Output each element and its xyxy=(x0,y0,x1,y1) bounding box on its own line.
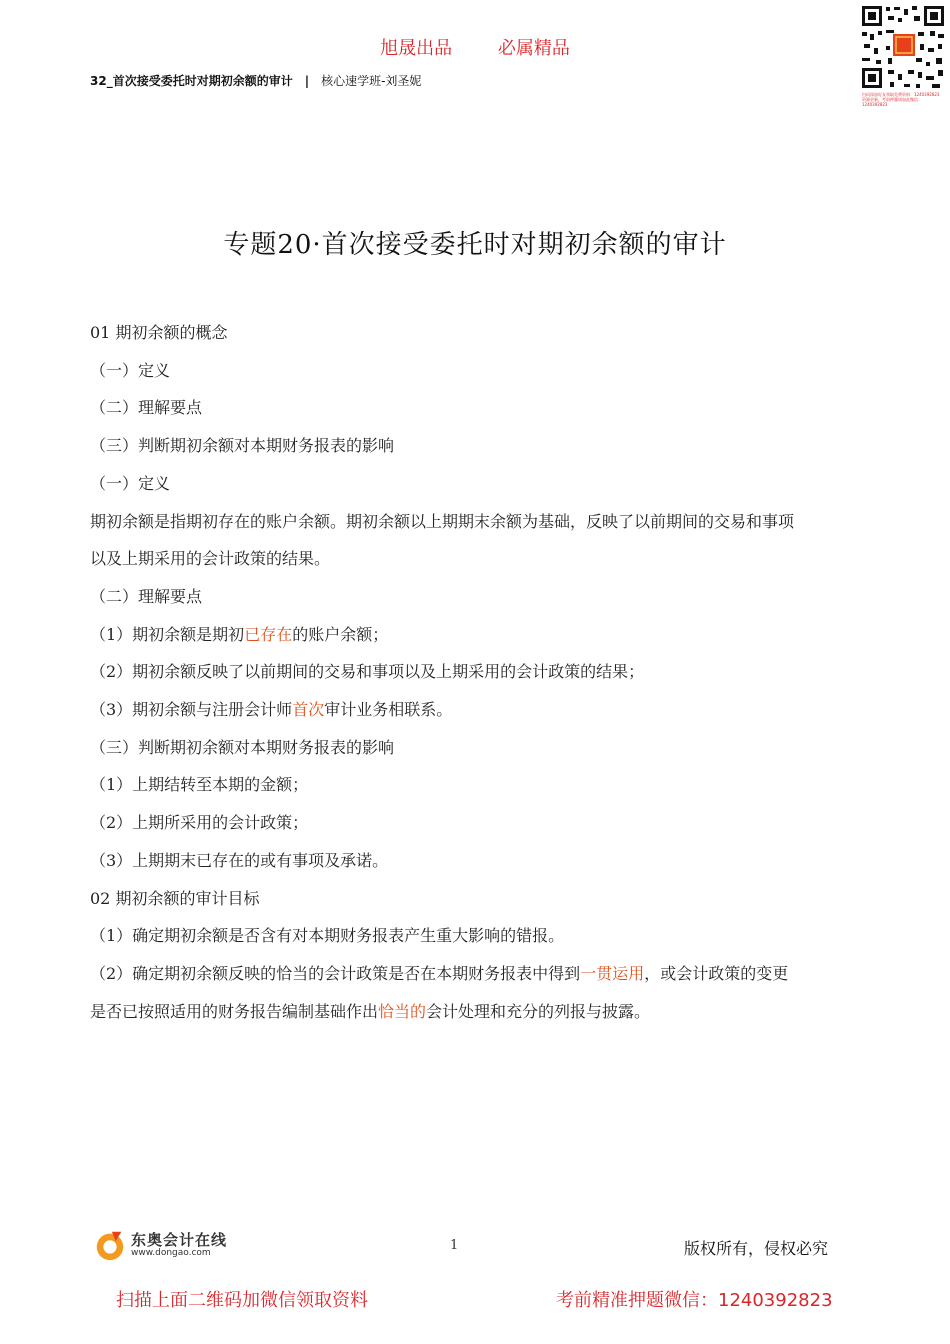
section-heading: 01 期初余额的概念 xyxy=(90,323,228,342)
logo-url: www.dongao.com xyxy=(131,1248,211,1258)
page-title: 专题20·首次接受委托时对期初余额的审计 xyxy=(223,230,727,260)
logo-text: 东奥会计在线 xyxy=(131,1231,228,1249)
list-item: （1）期初余额是期初已存在的账户余额； xyxy=(90,624,389,644)
section-heading: 02 期初余额的审计目标 xyxy=(90,888,260,908)
highlight-text: 已存在 xyxy=(244,624,293,644)
list-item: （2）期初余额反映了以前期间的交易和事项以及上期采用的会计政策的结果； xyxy=(90,662,645,682)
copyright-notice: 版权所有，侵权必究 xyxy=(684,1239,829,1258)
outline-item: （一）定义 xyxy=(90,360,171,380)
list-item: （1）确定期初余额是否含有对本期财务报表产生重大影响的错报。 xyxy=(90,926,565,946)
highlight-text: 恰当的 xyxy=(378,1001,427,1021)
list-item: （2）上期所采用的会计政策； xyxy=(90,813,309,833)
subsection-heading: （三）判断期初余额对本期财务报表的影响 xyxy=(90,737,395,757)
paragraph-line: 期初余额是指期初存在的账户余额。期初余额以上期期末余额为基础，反映了以前期间的交易和事项 xyxy=(90,511,795,531)
header-separator: | xyxy=(304,74,310,88)
list-item: （2）确定期初余额反映的恰当的会计政策是否在本期财务报表中得到一贯运用，或会计政策的变更 xyxy=(90,963,789,983)
header-course: 核心速学班-刘圣妮 xyxy=(321,74,422,88)
banner-left: 旭晟出品 xyxy=(380,38,453,59)
footer-left-promo: 扫描上面二维码加微信领取资料 xyxy=(116,1290,368,1311)
header-doc-title: 32_首次接受委托时对期初余额的审计 xyxy=(90,74,293,88)
footer-right-promo: 考前精准押题微信：1240392823 xyxy=(556,1290,833,1311)
list-item: （3）上期期末已存在的或有事项及承诺。 xyxy=(90,850,389,870)
subsection-heading: （一）定义 xyxy=(90,473,171,493)
list-item: （1）上期结转至本期的金额； xyxy=(90,775,309,795)
paragraph-line: 以及上期采用的会计政策的结果。 xyxy=(90,549,331,569)
list-item: 是否已按照适用的财务报告编制基础作出恰当的会计处理和充分的列报与披露。 xyxy=(90,1001,651,1021)
list-item: （3）期初余额与注册会计师首次审计业务相联系。 xyxy=(90,700,453,720)
highlight-text: 一贯运用 xyxy=(580,963,645,983)
banner-right: 必属精品 xyxy=(497,38,570,59)
outline-item: （二）理解要点 xyxy=(90,398,203,418)
top-banner xyxy=(0,34,950,60)
outline-item: （三）判断期初余额对本期财务报表的影响 xyxy=(90,436,395,456)
running-header xyxy=(90,72,421,89)
page-number: 1 xyxy=(450,1238,459,1253)
highlight-text: 首次 xyxy=(292,700,325,720)
qr-caption: 扫码添加好友领取免费资料：12403928​23 资源更新、考前押题请加此微信：1240392823 xyxy=(862,92,940,107)
document-body xyxy=(90,314,862,1030)
dongao-logo-icon xyxy=(92,1228,128,1262)
subsection-heading: （二）理解要点 xyxy=(90,586,203,606)
